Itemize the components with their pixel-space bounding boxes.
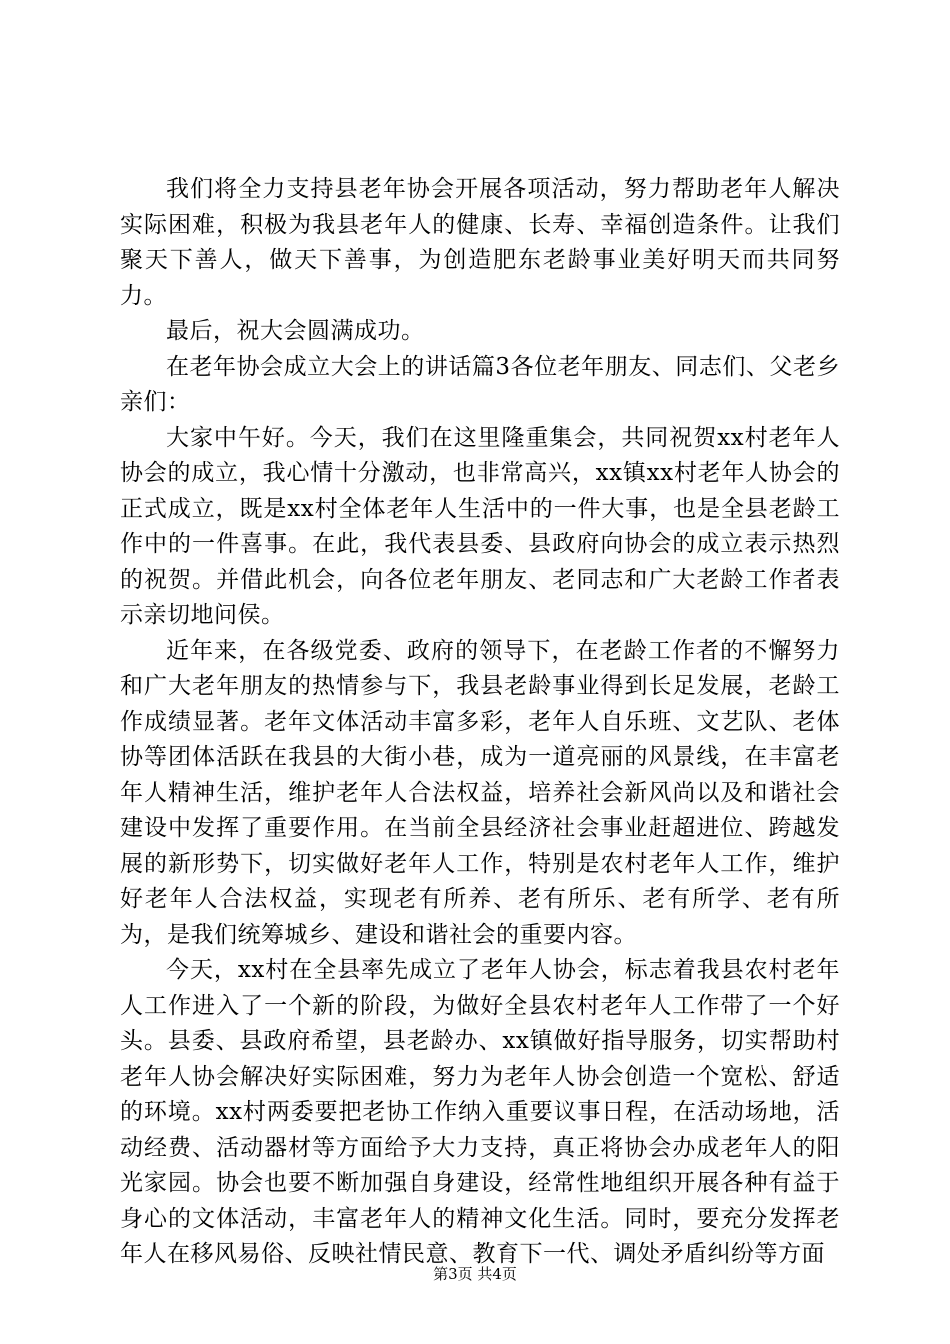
- paragraph-closing-wish: 最后，祝大会圆满成功。: [166, 318, 425, 344]
- paragraph-greeting: 大家中午好。今天，我们在这里隆重集会，共同祝贺xx村老年人协会的成立，我心情十分激动，也非常高兴，xx镇xx村老年人协会的正式成立，既是xx村全体老年人生活中的一件大事，也是全县老龄工作中的一件喜事。在此，我代表县委、县政府向协会的成立表示热烈的祝贺。并借此机会，向各位老年朋友、老同志和广大老龄工作者表示亲切地问侯。: [120, 424, 840, 628]
- page-indicator: 第3页 共4页: [433, 1265, 517, 1283]
- paragraph-recent-years: 近年来，在各级党委、政府的领导下，在老龄工作者的不懈努力和广大老年朋友的热情参与下，我县老龄事业得到长足发展，老龄工作成绩显著。老年文体活动丰富多彩，老年人自乐班、文艺队、老体协等团体活跃在我县的大街小巷，成为一道亮丽的风景线，在丰富老年人精神生活，维护老年人合法权益，培养社会新风尚以及和谐社会建设中发挥了重要作用。在当前全县经济社会事业赶超进位、跨越发展的新形势下，切实做好老年人工作，特别是农村老年人工作，维护好老年人合法权益，实现老有所养、老有所乐、老有所学、老有所为，是我们统筹城乡、建设和谐社会的重要内容。: [120, 637, 840, 948]
- paragraph-speech-heading: 在老年协会成立大会上的讲话篇3各位老年朋友、同志们、父老乡亲们：: [120, 353, 840, 415]
- paragraph-support-activities: 我们将全力支持县老年协会开展各项活动，努力帮助老年人解决实际困难，积极为我县老年人的健康、长寿、幸福创造条件。让我们聚天下善人，做天下善事，为创造肥东老龄事业美好明天而共同努力。: [120, 176, 840, 309]
- page-footer: [0, 1264, 950, 1284]
- paragraph-today: 今天，xx村在全县率先成立了老年人协会，标志着我县农村老年人工作进入了一个新的阶段，为做好全县农村老年人工作带了一个好头。县委、县政府希望，县老龄办、xx镇做好指导服务，切实帮助村老年人协会解决好实际困难，努力为老年人协会创造一个宽松、舒适的环境。xx村两委要把老协工作纳入重要议事日程，在活动场地，活动经费、活动器材等方面给予大力支持，真正将协会办成老年人的阳光家园。协会也要不断加强自身建设，经常性地组织开展各种有益于身心的文体活动，丰富老年人的精神文化生活。同时，要充分发挥老年人在移风易俗、反映社情民意、教育下一代、调处矛盾纠纷等方面: [120, 957, 840, 1267]
- document-body: [120, 172, 840, 1273]
